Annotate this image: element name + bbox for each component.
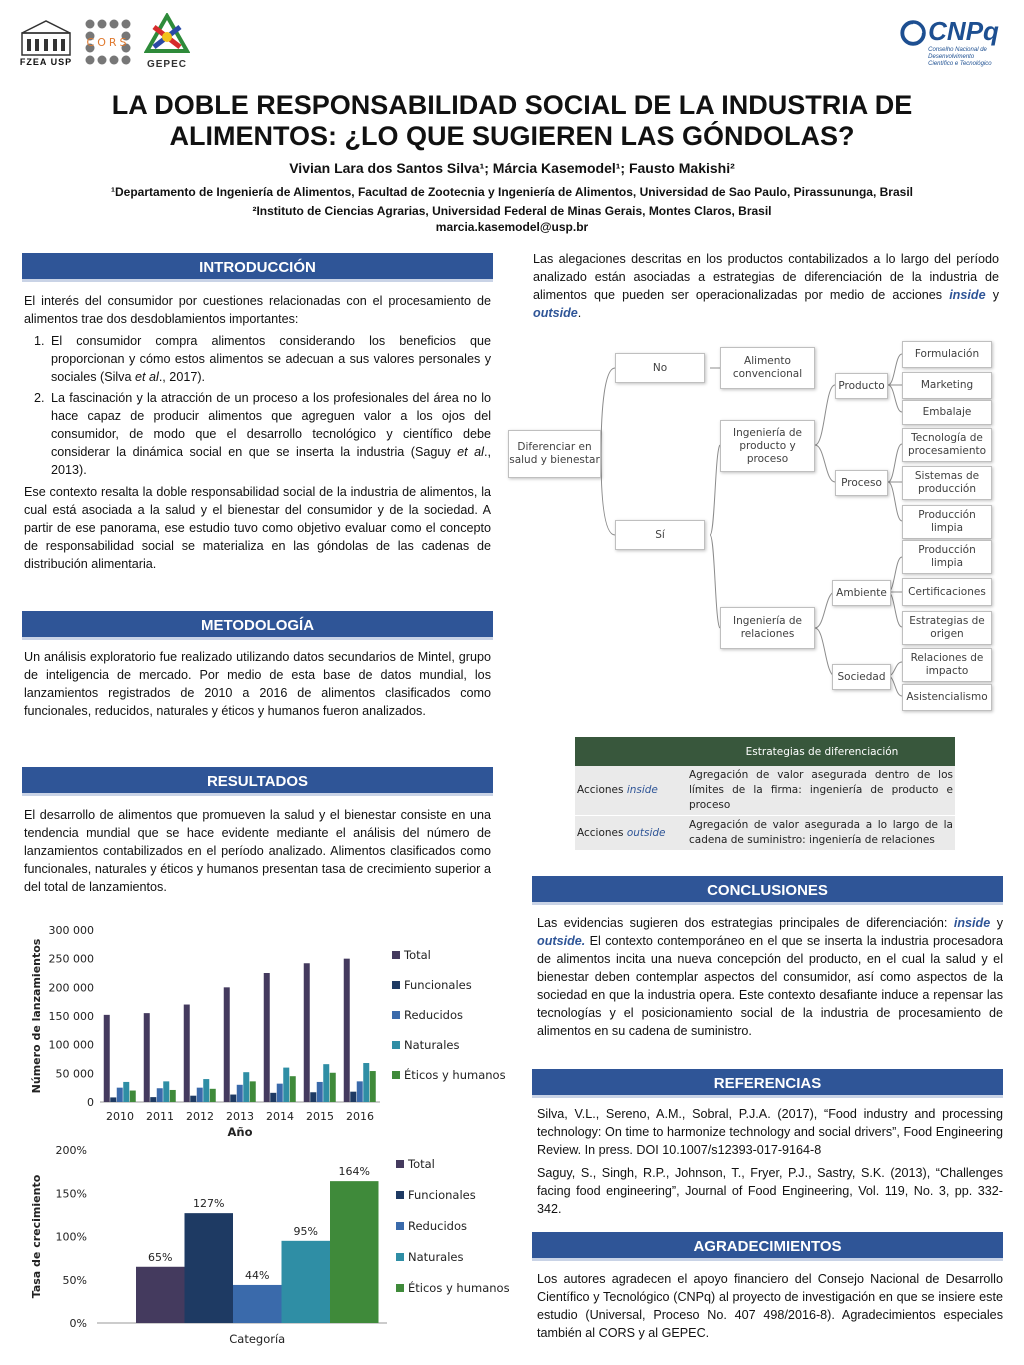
legend-swatch [396, 1253, 404, 1261]
x-tick-label: 2011 [146, 1110, 174, 1123]
bar-total-2015 [304, 963, 310, 1102]
strategies-dot: . [577, 306, 582, 320]
conclusiones-body [537, 914, 1003, 1040]
resultados-heading: RESULTADOS [22, 767, 493, 796]
diagram-origin-strategies-node: Estrategias de origen [902, 611, 992, 645]
bar-reducidos-2013 [237, 1085, 243, 1102]
legend-label: Total [404, 948, 431, 962]
bar-naturales-2012 [203, 1079, 209, 1102]
y-tick-label: 200 000 [48, 981, 94, 995]
intro-list-item-2 [48, 389, 491, 479]
strategies-intro-main: Las alegaciones descritas en los productos contabilizados a lo largo del período analizado están asociadas a estrategias de diferenciación de la industria de alimentos que pueden ser operacionalizadas por medio de acciones [533, 252, 999, 302]
item1-end: ., 2017). [158, 370, 206, 384]
y-tick-label: 250 000 [48, 952, 94, 966]
title-line-1: LA DOBLE RESPONSABILIDAD SOCIAL DE LA INDUSTRIA DE [111, 90, 913, 120]
bar--ticos-y-humanos-2013 [250, 1081, 256, 1102]
bar-reducidos-2015 [317, 1082, 323, 1102]
metodologia-heading: METODOLOGÍA [22, 611, 493, 640]
strategies-and: y [985, 288, 1000, 302]
bar--ticos-y-humanos-2010 [130, 1091, 136, 1102]
bar-funcionales-2012 [190, 1096, 196, 1102]
y-axis-title: Número de lanzamientos [30, 938, 43, 1094]
item1-etal: et al [135, 370, 159, 384]
bar-total [136, 1267, 185, 1323]
y-axis-title: Tasa de crecimiento [30, 1174, 43, 1299]
referencias-body [537, 1105, 1003, 1218]
diagram-asistencialismo-node: Asistencialismo [902, 684, 992, 711]
row1-label-text: Acciones [577, 784, 627, 796]
resultados-body: El desarrollo de alimentos que promueven la salud y el bienestar consiste en una tendencia mundial que se hace evidente mediante el análisis del número de lanzamientos contabilizados en el período analizado. Alimentos clasificados como funcionales, naturales y éticos y humanos presentan tasa de crecimiento superior a del total de lanzamientos. [24, 808, 491, 894]
legend-swatch [396, 1191, 404, 1199]
y-tick-label: 50% [62, 1273, 87, 1287]
x-tick-label: 2014 [266, 1110, 294, 1123]
conclusiones-heading: CONCLUSIONES [532, 876, 1003, 905]
affiliation-2: ²Instituto de Ciencias Agrarias, Universidad Federal de Minas Gerais, Montes Claros, Brasil [252, 204, 772, 218]
bar--ticos-y-humanos [330, 1181, 379, 1323]
row2-label-outside: outside [626, 826, 666, 839]
legend-label: Total [408, 1157, 435, 1171]
diagram-ambiente-node: Ambiente [832, 580, 891, 606]
y-tick-label: 50 000 [55, 1067, 94, 1081]
fzea-building-icon [19, 17, 73, 57]
bar-funcionales-2010 [110, 1097, 116, 1102]
legend-swatch [392, 1041, 400, 1049]
diagram-no-node: No [615, 353, 705, 383]
data-label: 65% [148, 1250, 173, 1264]
bar-naturales-2015 [323, 1064, 329, 1102]
table-row [575, 766, 955, 816]
diagram-producto-node: Producto [835, 373, 888, 399]
diagram-si-node: Sí [615, 520, 705, 550]
row2-label-text: Acciones [577, 826, 627, 839]
legend-swatch [396, 1160, 404, 1168]
strategies-intro-text [533, 250, 999, 322]
bar-naturales-2014 [283, 1068, 289, 1102]
item1-text: El consumidor compra alimentos considerando los beneficios que proporcionan y cómo estos alimentos se adecuan a sus valores personales y sociales (Silva [51, 334, 491, 384]
bar-funcionales [185, 1213, 234, 1323]
data-label: 95% [293, 1224, 318, 1238]
diagram-production-systems-node: Sistemas de producción [902, 466, 992, 500]
x-tick-label: 2016 [346, 1110, 374, 1123]
title-line-2: ALIMENTOS: ¿LO QUE SUGIEREN LAS GÓNDOLAS? [169, 121, 855, 151]
bar-naturales [282, 1241, 331, 1323]
bar--ticos-y-humanos-2014 [290, 1076, 296, 1102]
intro-paragraph-2: Ese contexto resalta la doble responsabilidad social de la industria de alimentos, la cual está asociada a la salud y el bienestar del consumidor y de la sociedad. A partir de ese panorama, ese estudio tuvo como objetivo evaluar como el concepto de responsabilidad social se materializa en las góndolas de las cadenas de distribución alimentaria. [24, 485, 491, 571]
table-row-1-desc: Agregación de valor asegurada dentro de los límites de la firma: ingeniería de producto e proceso [689, 766, 955, 816]
item2-end: ., 2013). [51, 445, 491, 477]
data-label: 164% [338, 1165, 370, 1179]
bar-total-2011 [144, 1013, 150, 1102]
legend-swatch [392, 1011, 400, 1019]
bar-reducidos-2014 [277, 1084, 283, 1102]
item2-text: La fascinación y la atracción de un proceso a los profesionales del área no lo hace capaz de producir alimentos que agreguen valor a los ojos del consumidor, de modo que el desarrollo tecnológico y científico debe considerar la dinámica social en que se inserta la industria (Saguy [51, 391, 491, 459]
fzea-label: FZEA USP [19, 57, 73, 67]
bar-funcionales-2015 [310, 1092, 316, 1102]
diagram-sociedad-node: Sociedad [832, 664, 891, 690]
y-tick-label: 300 000 [48, 924, 94, 937]
y-tick-label: 100% [55, 1230, 87, 1244]
gepec-logo [142, 10, 192, 72]
diagram-formulacion-node: Formulación [902, 341, 992, 368]
bar-reducidos-2016 [357, 1081, 363, 1102]
poster-title [40, 90, 984, 152]
legend-swatch [392, 981, 400, 989]
y-tick-label: 0% [69, 1317, 87, 1330]
conclusiones-inside: inside [953, 916, 991, 930]
strategies-table [575, 737, 955, 850]
bar--ticos-y-humanos-2015 [330, 1073, 336, 1102]
legend-swatch [396, 1284, 404, 1292]
bar-reducidos-2012 [197, 1088, 203, 1102]
bar-total-2016 [344, 959, 350, 1102]
strategies-outside: outside [533, 306, 578, 320]
contact-email: marcia.kasemodel@usp.br [435, 220, 589, 234]
y-tick-label: 200% [55, 1144, 87, 1157]
fzea-usp-logo [18, 14, 74, 70]
cnpq-logo [900, 16, 1010, 67]
bar-funcionales-2013 [230, 1095, 236, 1102]
legend-label: Funcionales [404, 978, 472, 992]
diagram-embalaje-node: Embalaje [902, 400, 992, 425]
legend-label: Naturales [408, 1250, 464, 1264]
conclusiones-text-a: Las evidencias sugieren dos estrategias principales de diferenciación: [537, 916, 954, 930]
y-tick-label: 100 000 [48, 1038, 94, 1052]
cors-dots-icon [82, 16, 134, 68]
x-tick-label: 2015 [306, 1110, 334, 1123]
diagram-impact-relations-node: Relaciones de impacto [902, 648, 992, 682]
diagram-conventional-node: Alimento convencional [720, 347, 815, 389]
diagram-root-node: Diferenciar en salud y bienestar [508, 430, 601, 478]
cors-text: CORS [86, 36, 130, 49]
legend-label: Éticos y humanos [408, 1281, 510, 1295]
bar-naturales-2013 [243, 1072, 249, 1102]
bar-total-2013 [224, 987, 230, 1102]
legend-swatch [392, 1071, 400, 1079]
legend-label: Reducidos [404, 1008, 463, 1022]
bar--ticos-y-humanos-2012 [210, 1089, 216, 1102]
introduccion-heading: INTRODUCCIÓN [22, 253, 493, 282]
metodologia-body: Un análisis exploratorio fue realizado utilizando datos secundarios de Mintel, grupo de inteligencia de mercado. Por medio de esta base de datos mundial, los lanzamientos registrados de 2010 a 2016 de alimentos clasificados como funcionales, reducidos, naturales y éticos y humanos fueron analizados. [24, 650, 491, 718]
cors-logo [82, 16, 134, 68]
diagram-clean-production-node-2: Producción limpia [902, 540, 992, 574]
conclusiones-text-b: El contexto contemporáneo en el que se inserta la industria procesadora de alimentos incita una nueva concepción del producto, en el cual la salud y el bienestar deben contemplar aspectos del consumidor, así como aspectos de la sociedad en que la industria opera. Este contexto desafiante induce a repensar las tecnologías y el posicionamiento social de la industria de procesamiento de alimentos en su cadena de suministro. [537, 934, 1003, 1038]
table-row [575, 816, 955, 851]
intro-list [48, 332, 491, 479]
bar-naturales-2010 [123, 1082, 129, 1102]
cnpq-text: CNPq [928, 16, 999, 46]
bar-naturales-2016 [363, 1063, 369, 1102]
diagram-product-engineering-node: Ingeniería de producto y proceso [720, 420, 815, 472]
x-tick-label: 2010 [106, 1110, 134, 1123]
strategies-inside: inside [949, 288, 986, 302]
x-tick-label: 2013 [226, 1110, 254, 1123]
introduccion-body [24, 292, 491, 573]
x-axis-title: Categoría [229, 1332, 286, 1346]
diagram-clean-production-node-1: Producción limpia [902, 505, 992, 539]
legend-label: Naturales [404, 1038, 460, 1052]
cnpq-emblem-icon [900, 16, 926, 50]
data-label: 127% [193, 1197, 225, 1211]
diagram-marketing-node: Marketing [902, 372, 992, 399]
bar--ticos-y-humanos-2016 [370, 1071, 376, 1102]
table-header-row [575, 737, 955, 766]
diagram-relations-engineering-node: Ingeniería de relaciones [720, 607, 815, 649]
y-tick-label: 150 000 [48, 1010, 94, 1023]
reference-1: Silva, V.L., Sereno, A.M., Sobral, P.J.A. (2017), “Food industry and processing technology: On time to harmonize technology and social drivers”, Food Engineering Review. In press. DOI 10.1007/s12393-017-9164-8 [537, 1107, 1003, 1157]
bar--ticos-y-humanos-2011 [170, 1090, 176, 1102]
cnpq-sub2: Científico e Tecnológico [928, 61, 992, 67]
table-row-2-desc: Agregación de valor asegurada a lo largo de la cadena de suministro: ingeniería de relaciones [689, 816, 955, 851]
bar-total-2014 [264, 973, 270, 1102]
y-tick-label: 0 [87, 1096, 94, 1109]
agradecimientos-body: Los autores agradecen el apoyo financiero del Consejo Nacional de Desarrollo Científico y Tecnológico (CNPq) al proyecto de investigación en que se insiere este estudio (Universal, Proceso No. 407 498/2016-8). Agradecimientos especiales también al CORS y al GEPEC. [537, 1272, 1003, 1340]
bar-total-2012 [184, 1005, 190, 1102]
referencias-heading: REFERENCIAS [532, 1069, 1003, 1098]
bar-total-2010 [104, 1015, 110, 1102]
table-header-blank [575, 737, 689, 766]
bar-reducidos [233, 1285, 282, 1323]
x-tick-label: 2012 [186, 1110, 214, 1123]
row1-label-inside: inside [626, 784, 658, 796]
affiliation-1: ¹Departamento de Ingeniería de Alimentos, Facultad de Zootecnia y Ingeniería de Alimentos, Universidad de Sao Paulo, Pirassununga, Brasil [111, 185, 913, 199]
bar-reducidos-2011 [157, 1088, 163, 1102]
agradecimientos-heading: AGRADECIMIENTOS [532, 1232, 1003, 1261]
bar-reducidos-2010 [117, 1088, 123, 1102]
cnpq-sub1: Conselho Nacional de Desenvolvimento [928, 47, 987, 60]
launches-bar-chart [22, 918, 512, 1148]
legend-label: Reducidos [408, 1219, 467, 1233]
legend-swatch [396, 1222, 404, 1230]
data-label: 44% [245, 1268, 270, 1282]
y-tick-label: 150% [55, 1187, 87, 1201]
gepec-label: GEPEC [146, 58, 187, 70]
legend-label: Funcionales [408, 1188, 476, 1202]
bar-funcionales-2016 [350, 1092, 356, 1102]
diagram-proceso-node: Proceso [835, 470, 888, 496]
intro-list-item-1 [48, 332, 491, 386]
gepec-emblem-icon [144, 13, 190, 59]
conclusiones-outside: outside. [537, 934, 586, 948]
bar-funcionales-2014 [270, 1093, 276, 1102]
bar-naturales-2011 [163, 1081, 169, 1102]
authors: Vivian Lara dos Santos Silva¹; Márcia Kasemodel¹; Fausto Makishi² [289, 160, 735, 176]
bar-funcionales-2011 [150, 1097, 156, 1102]
table-header-title: Estrategias de diferenciación [689, 737, 955, 766]
item2-etal: et al [457, 445, 484, 459]
intro-paragraph-1: El interés del consumidor por cuestiones relacionadas con el procesamiento de alimentos trae dos desdoblamientos importantes: [24, 294, 491, 326]
diagram-certificaciones-node: Certificaciones [902, 578, 992, 606]
table-row-2-label [575, 816, 689, 851]
reference-2: Saguy, S., Singh, R.P., Johnson, T., Fryer, P.J., Sastry, S.K. (2013), “Challenges facing food engineering”, Journal of Food Engineering, Vol. 119, No. 3, pp. 332-342. [537, 1166, 1003, 1216]
x-axis-title: Año [227, 1125, 253, 1139]
table-row-1-label [575, 766, 689, 816]
conclusiones-and: y [990, 916, 1003, 930]
diagram-processing-tech-node: Tecnología de procesamiento [902, 428, 992, 462]
legend-swatch [392, 951, 400, 959]
legend-label: Éticos y humanos [404, 1068, 506, 1082]
growth-bar-chart [22, 1140, 512, 1355]
